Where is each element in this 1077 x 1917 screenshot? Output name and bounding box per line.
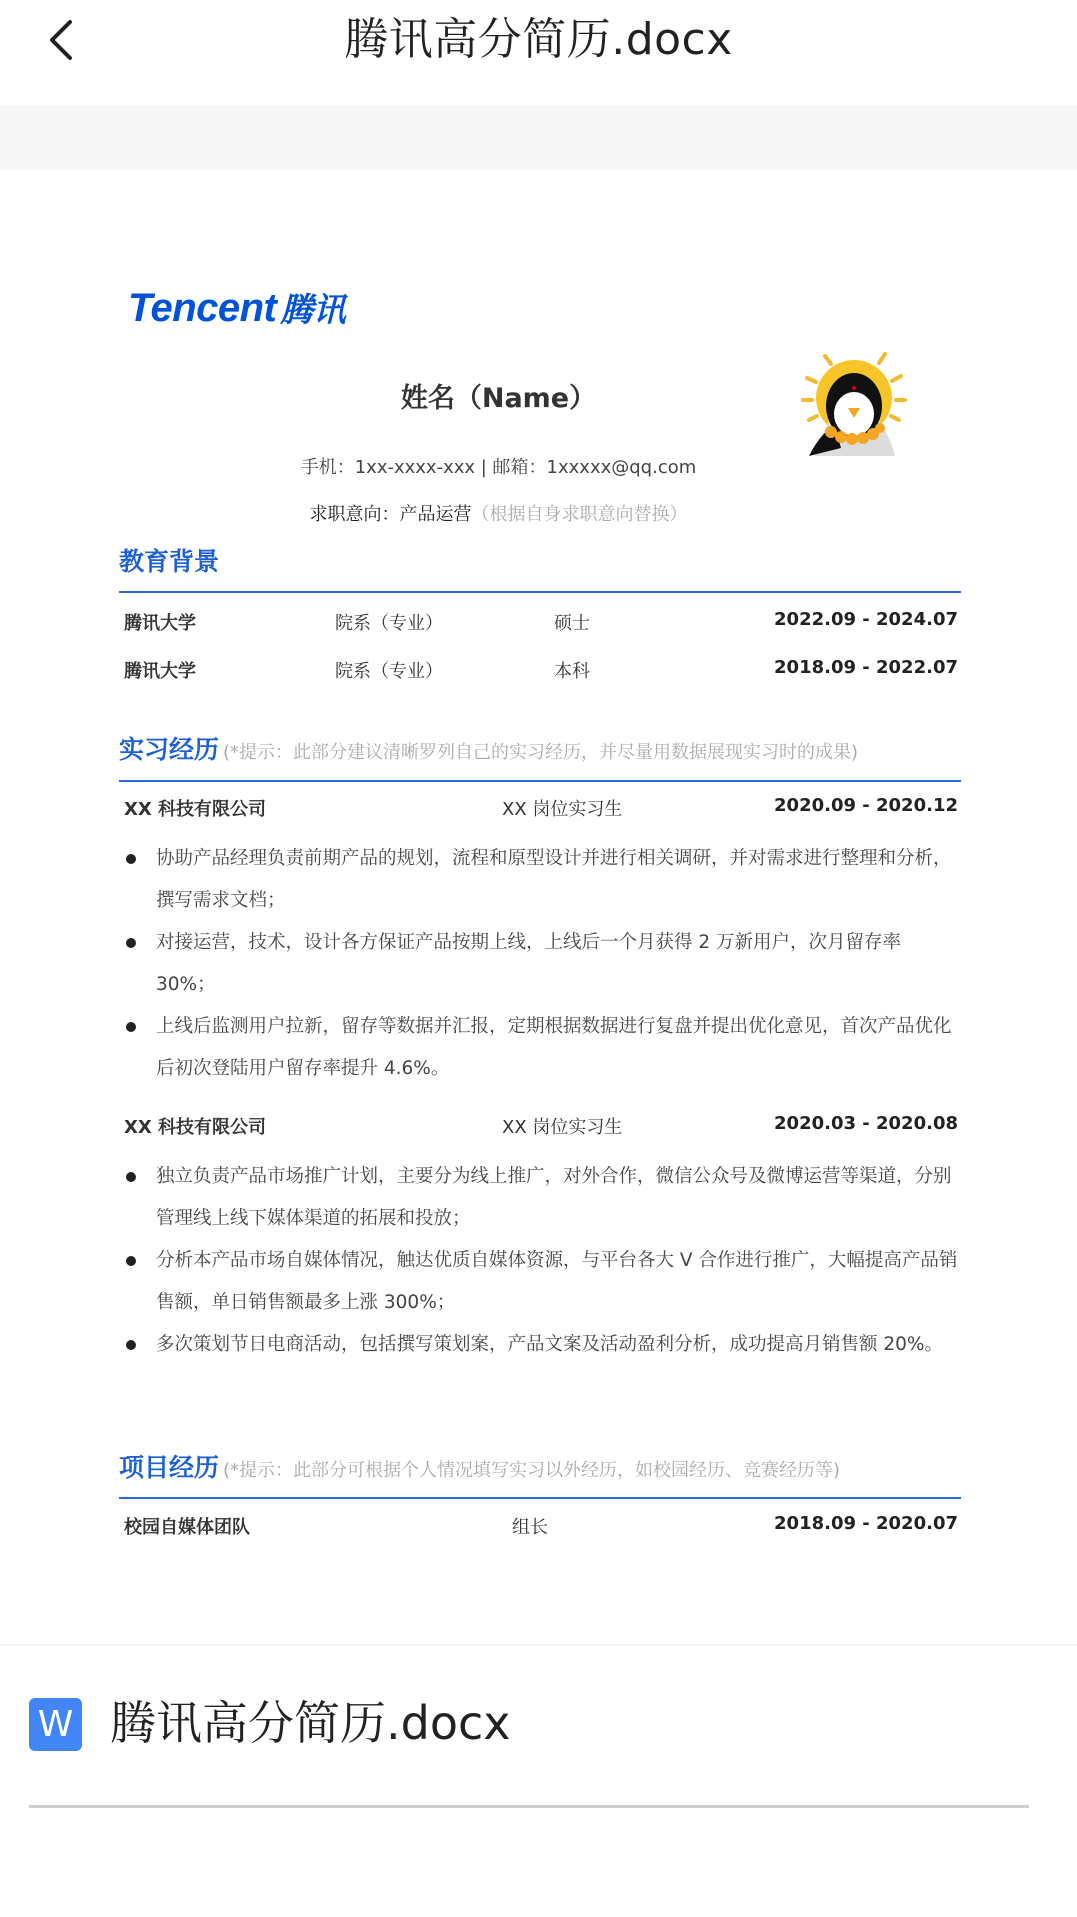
- degree: 本科: [554, 661, 590, 682]
- tencent-logo: [128, 288, 345, 330]
- school: 腾讯大学: [124, 613, 196, 634]
- job-bullets: [124, 1156, 958, 1366]
- section-divider: [119, 591, 961, 593]
- section-hint: (*提示：此部分建议清晰罗列自己的实习经历，并尽量用数据展现实习时的成果): [223, 742, 859, 763]
- date-range: 2020.03 - 2020.08: [774, 1113, 958, 1134]
- page-title: 腾讯高分简历.docx: [344, 14, 733, 65]
- date-range: 2018.09 - 2020.07: [774, 1513, 958, 1534]
- degree: 硕士: [554, 613, 590, 634]
- job-header: [124, 1113, 958, 1137]
- bullet-item: 独立负责产品市场推广计划，主要分为线上推广，对外合作，微信公众号及微博运营等渠道，分别管理线上线下媒体渠道的拓展和投放；: [124, 1156, 958, 1240]
- date-range: 2022.09 - 2024.07: [774, 609, 958, 630]
- education-row: [124, 657, 958, 681]
- file-name[interactable]: 腾讯高分简历.docx: [110, 1696, 511, 1750]
- company: XX 科技有限公司: [124, 799, 267, 820]
- section-divider: [119, 1497, 961, 1499]
- job-bullets: [124, 838, 958, 1090]
- project-role: 组长: [512, 1517, 548, 1538]
- section-title-text: 实习经历: [119, 735, 220, 764]
- date-range: 2020.09 - 2020.12: [774, 795, 958, 816]
- bullet-item: 对接运营，技术，设计各方保证产品按期上线，上线后一个月获得 2 万新用户，次月留存率 30%；: [124, 922, 958, 1006]
- section-title-projects: [119, 1453, 840, 1486]
- major: 院系（专业）: [335, 661, 443, 682]
- role: XX 岗位实习生: [502, 1117, 623, 1138]
- date-range: 2018.09 - 2022.07: [774, 657, 958, 678]
- major: 院系（专业）: [335, 613, 443, 634]
- project-name: 校园自媒体团队: [124, 1517, 250, 1538]
- word-doc-icon: W: [29, 1698, 82, 1751]
- section-title-education: 教育背景: [119, 547, 220, 576]
- intent-label: 求职意向：产品运营: [309, 504, 472, 525]
- section-title-internship: [119, 735, 858, 768]
- resume-name: 姓名（Name）: [400, 383, 597, 414]
- logo-text-en: Tencent: [128, 286, 277, 330]
- intent-hint: （根据自身求职意向替换）: [471, 504, 688, 525]
- resume-contact: 手机：1xx-xxxx-xxx | 邮箱：1xxxxx@qq.com: [300, 457, 697, 478]
- section-divider: [119, 780, 961, 782]
- education-row: [124, 609, 958, 633]
- section-hint: (*提示：此部分可根据个人情况填写实习以外经历，如校园经历、竞赛经历等): [223, 1460, 841, 1481]
- card-divider: [0, 1644, 1077, 1646]
- logo-text-cn: 腾讯: [280, 291, 346, 328]
- file-name-underline: [29, 1805, 1029, 1808]
- bullet-item: 分析本产品市场自媒体情况，触达优质自媒体资源，与平台各大 V 合作进行推广，大幅提高产品销售额，单日销售额最多上涨 300%；: [124, 1240, 958, 1324]
- toolbar-spacer: [0, 105, 1077, 170]
- bullet-item: 上线后监测用户拉新，留存等数据并汇报，定期根据数据进行复盘并提出优化意见，首次产品优化后初次登陆用户留存率提升 4.6%。: [124, 1006, 958, 1090]
- bullet-item: 多次策划节日电商活动，包括撰写策划案，产品文案及活动盈利分析，成功提高月销售额 20%。: [124, 1324, 958, 1366]
- school: 腾讯大学: [124, 661, 196, 682]
- section-title-text: 项目经历: [119, 1453, 220, 1482]
- bullet-item: 协助产品经理负责前期产品的规划，流程和原型设计并进行相关调研，并对需求进行整理和分析，撰写需求文档；: [124, 838, 958, 922]
- role: XX 岗位实习生: [502, 799, 623, 820]
- project-row: [124, 1513, 958, 1537]
- job-header: [124, 795, 958, 819]
- company: XX 科技有限公司: [124, 1117, 267, 1138]
- resume-intent: [0, 500, 1077, 526]
